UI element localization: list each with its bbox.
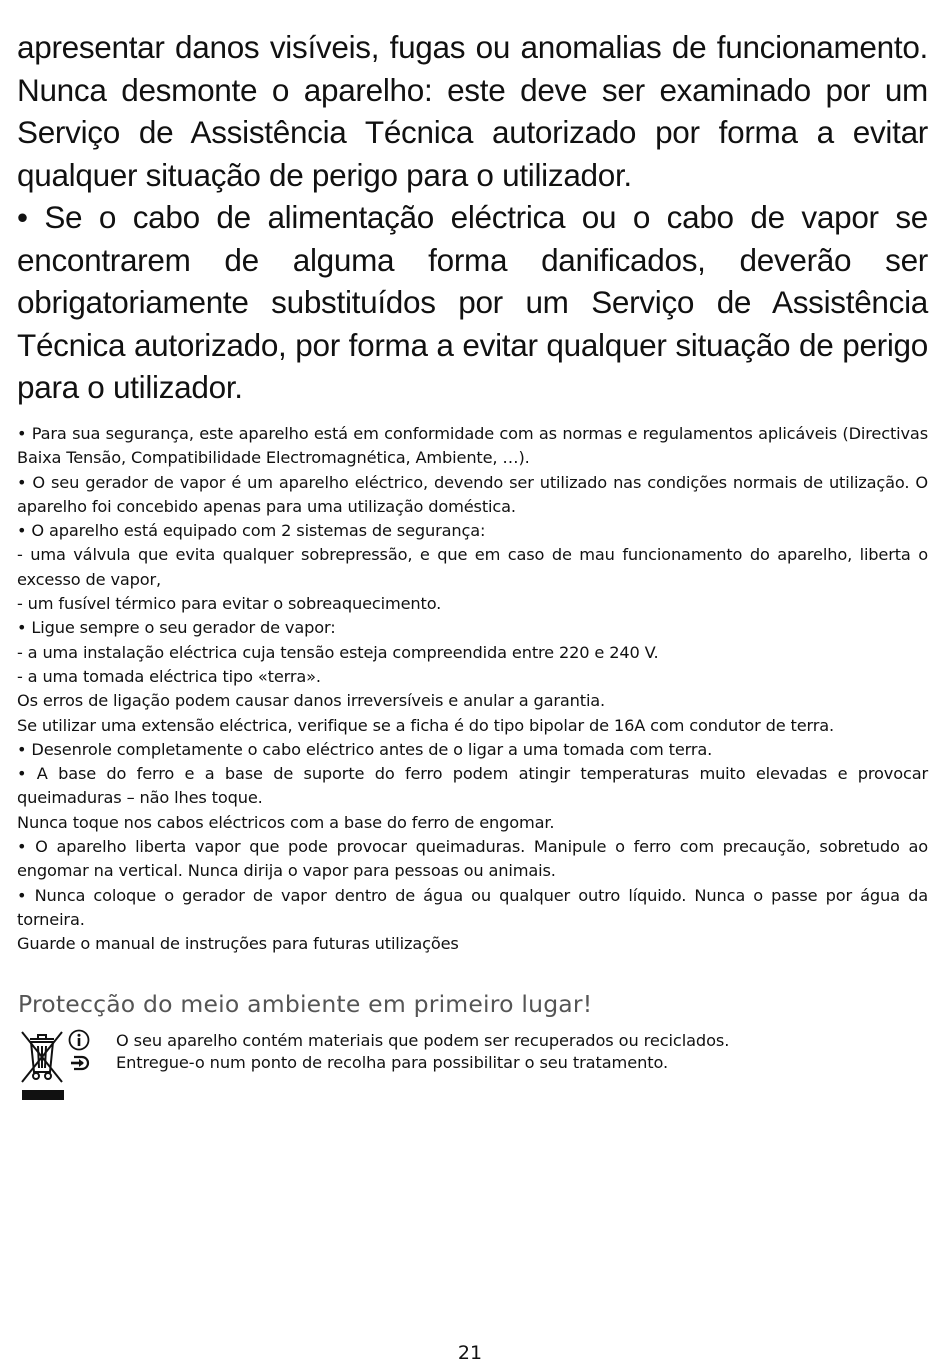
arrow-right-icon (68, 1052, 90, 1074)
environment-heading: Protecção do meio ambiente em primeiro lugar! (18, 990, 593, 1018)
safety-item: - a uma tomada eléctrica tipo «terra». (17, 666, 321, 686)
safety-item: Se utilizar uma extensão eléctrica, verifique se a ficha é do tipo bipolar de 16A com condutor de terra. (17, 715, 834, 735)
safety-item: - uma válvula que evita qualquer sobrepressão, e que em caso de mau funcionamento do aparelho, liberta o excesso de vapor, (17, 545, 928, 589)
environment-recycle-text: O seu aparelho contém materiais que podem ser recuperados ou reciclados. (116, 1031, 730, 1050)
safety-item: • A base do ferro e a base de suporte do ferro podem atingir temperaturas muito elevadas e provocar queimaduras – não lhes toque. (17, 764, 928, 808)
safety-item: • O seu gerador de vapor é um aparelho eléctrico, devendo ser utilizado nas condições normais de utilização. O aparelho foi concebido apenas para uma utilização doméstica. (17, 472, 928, 516)
safety-item: Nunca toque nos cabos eléctricos com a base do ferro de engomar. (17, 812, 555, 832)
safety-item: • O aparelho liberta vapor que pode provocar queimaduras. Manipule o ferro com precaução, sobretudo ao engomar na vertical. Nunca dirija o vapor para pessoas ou animais. (17, 837, 928, 881)
environment-collection-text: Entregue-o num ponto de recolha para possibilitar o seu tratamento. (116, 1053, 669, 1072)
paragraph-cable-replacement: • Se o cabo de alimentação eléctrica ou o cabo de vapor se encontrarem de alguma forma danificados, deverão ser obrigatoriamente substituídos por um Serviço de Assistência Técnica autorizado, por forma a evitar qualquer situação de perigo para o utilizador. (17, 199, 928, 405)
paragraph-disassembly-warning: apresentar danos visíveis, fugas ou anomalias de funcionamento. Nunca desmonte o aparelho: este deve ser examinado por um Serviço de Assistência Técnica autorizado por forma a evitar qualquer situação de perigo para o utilizador. (17, 29, 928, 193)
info-icon (68, 1029, 90, 1051)
safety-item: - um fusível térmico para evitar o sobreaquecimento. (17, 594, 442, 614)
crossed-bin-icon (18, 1028, 66, 1084)
safety-item: • Nunca coloque o gerador de vapor dentro de água ou qualquer outro líquido. Nunca o passe por água da torneira. (17, 885, 928, 929)
safety-item: Guarde o manual de instruções para futuras utilizações (17, 934, 459, 954)
safety-item: • O aparelho está equipado com 2 sistemas de segurança: (17, 521, 486, 541)
page-number: 21 (457, 1342, 483, 1364)
safety-item: • Ligue sempre o seu gerador de vapor: (17, 618, 336, 638)
safety-item: • Desenrole completamente o cabo eléctrico antes de o ligar a uma tomada com terra. (17, 739, 713, 759)
safety-item: Os erros de ligação podem causar danos irreversíveis e anular a garantia. (17, 691, 606, 711)
safety-item: - a uma instalação eléctrica cuja tensão esteja compreendida entre 220 e 240 V. (17, 642, 659, 662)
safety-instructions (17, 422, 928, 957)
safety-item: • Para sua segurança, este aparelho está em conformidade com as normas e regulamentos aplicáveis (Directivas Baixa Tensão, Compatibilidade Electromagnética, Ambiente, …). (17, 424, 928, 468)
main-warning-text (17, 26, 928, 409)
bin-underline-bar (22, 1090, 64, 1100)
